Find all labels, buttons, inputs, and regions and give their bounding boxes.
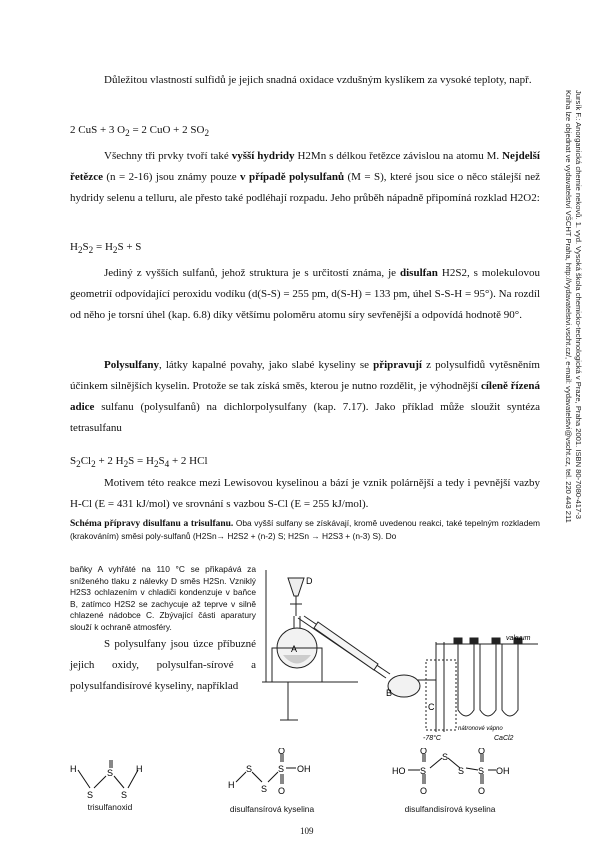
- text: , látky kapalné povahy, jako slabé kyseliny se: [159, 359, 374, 371]
- svg-text:S: S: [478, 766, 485, 776]
- label-d: D: [306, 576, 313, 586]
- apparatus-diagram: [258, 560, 540, 750]
- paragraph-3: [70, 263, 540, 326]
- side-citation: [563, 90, 583, 730]
- text: Všechny tři prvky tvoří také: [104, 150, 232, 162]
- text: sulfanu (polysulfanů) na dichlorpolysulfany (kap. 7.17). Jako příklad může sloužit syntéza tetrasulfanu: [70, 401, 540, 434]
- text: Jediný z vyšších sulfanů, jehož struktura je s určitostí známa, je: [104, 267, 400, 279]
- paragraph-6: S polysulfany jsou úzce příbuzné jejich oxidy, polysulfan-sírové a polysulfandisírové kyseliny, například: [70, 638, 256, 692]
- bold-term: vyšší hydridy: [231, 150, 295, 162]
- svg-text:S: S: [442, 752, 449, 762]
- figure-caption: [70, 518, 540, 542]
- svg-text:O: O: [478, 786, 486, 796]
- svg-text:H: H: [228, 780, 235, 790]
- svg-text:S: S: [246, 764, 253, 774]
- structure-disulfansirova: [224, 748, 334, 802]
- svg-text:S: S: [278, 764, 285, 774]
- bold-term: cíleně řízená adice: [70, 380, 540, 413]
- label-temp: -78°C: [423, 735, 441, 742]
- label-b: B: [386, 688, 393, 698]
- svg-text:S: S: [458, 766, 465, 776]
- structure-label-3: disulfandisírová kyselina: [404, 804, 496, 814]
- structure-label-1: trisulfanoxid: [87, 802, 133, 812]
- text: H2Mn s délkou řetězce závislou na atomu M.: [294, 150, 503, 162]
- svg-text:O: O: [278, 748, 286, 756]
- svg-text:OH: OH: [496, 766, 510, 776]
- paragraph-1: Důležitou vlastností sulfidů je jejich snadná oxidace vzdušným kyslíkem za vysoké teploty, např.: [104, 74, 532, 86]
- equation-3: $S_2Cl_2 + 2$ $H_2S = H_2S_4 + 2$ HCl: [70, 455, 208, 470]
- svg-text:S: S: [87, 790, 94, 800]
- label-cacl2: CaCl2: [494, 735, 514, 742]
- label-lime: nátronové vápno: [458, 726, 503, 732]
- equation-1: 2 CuS + 3 $O_2 = 2$ CuO + 2 $SO_2$: [70, 124, 210, 139]
- caption-title: Schéma přípravy disulfanu a trisulfanu.: [70, 519, 234, 529]
- paragraph-5: Motivem této reakce mezi Lewisovou kyselinou a bází je vznik polárnější a tedy i pevnější vazby H-Cl (E = 431 kJ/mol) ve srovnání s vazbou S-Cl (E = 255 kJ/mol).: [70, 477, 540, 510]
- svg-text:O: O: [278, 786, 286, 796]
- side-citation-line1: Jursík F.: Anorganická chemie nekovů. 1. vyd. Vysoká škola chemicko-technologická v Praze, Praha 2001. ISBN 80-7080-417-3: [574, 90, 583, 519]
- svg-text:S: S: [261, 784, 268, 794]
- structure-trisulfanoxid: [66, 758, 156, 802]
- label-a: A: [291, 644, 298, 654]
- text: (M = S), které jsou sice o něco stálejší než hydridy selenu a telluru, ale přesto také podléhají rozpadu. Jeho průběh nápadně připomíná rozklad H2O2:: [70, 171, 540, 204]
- caption-text: Oba vyšší sulfany se získávají, kromě uvedenou reakci, také tepelným rozkladem (krakováním) směsi poly-sulfanů (H2Sn→ H2S2 + (n-2) S; H2Sn → H2S3 + (n-3) S). Do: [70, 518, 540, 541]
- svg-text:H: H: [70, 764, 77, 774]
- text: (n = 2-16) jsou známy pouze: [102, 171, 241, 183]
- text: z polysulfidů vytěsněním účinkem silnějších kyselin. Protože se tak získá směs, kterou je nutno rozdělit, je výhodnější: [70, 359, 540, 392]
- structure-label-2: disulfansírová kyselina: [229, 804, 315, 814]
- label-vakuum: vakuum: [506, 635, 531, 642]
- svg-text:HO: HO: [392, 766, 406, 776]
- svg-text:H: H: [136, 764, 143, 774]
- svg-text:S: S: [420, 766, 427, 776]
- side-citation-line2: Kniha lze objednat ve vydavatelství VŠCHT Praha, http://vydavatelstvi.vscht.cz/, e-mail: vydavatelstvi@vscht.cz, tel. 220 443 211: [564, 90, 573, 523]
- bold-term: Polysulfany: [104, 359, 160, 371]
- figure-caption-continued: baňky A vyhřáté na 110 °C se přikapává za sníženého tlaku z nálevky D směs H2Sn. Vzniklý H2S3 ochlazením v chladiči kondenzuje v baňce B, zatímco H2S2 se zachycuje až teprve v silně chlazené nádobce C. Zbývající části aparatury slouží k ochraně atmosféry.: [70, 564, 256, 632]
- structure-disulfandisirova: [390, 748, 540, 802]
- label-c: C: [428, 702, 435, 712]
- paragraph-2: [70, 146, 540, 209]
- equation-2: $H_2S_2 = H_2S + S$: [70, 241, 142, 256]
- paragraph-4: [70, 355, 540, 439]
- text: H2S2, s molekulovou geometrií odpovídající peroxidu vodíku (d(S-S) = 255 pm, d(S-H) = 133 pm, úhel S-S-H = 95°). Na rozdíl od něho je torsní úhel (kap. 6.8) díky většímu poloměru atomu síry sevřenější a odpovídá hodnotě 90°.: [70, 267, 540, 321]
- svg-text:S: S: [121, 790, 128, 800]
- svg-text:OH: OH: [297, 764, 311, 774]
- page-number: 109: [300, 826, 314, 836]
- bold-term: v případě polysulfanů: [240, 171, 345, 183]
- bold-term: připravují: [373, 359, 422, 371]
- svg-text:O: O: [478, 748, 486, 756]
- bold-term: Nejdelší řetězce: [70, 150, 540, 183]
- svg-text:O: O: [420, 786, 428, 796]
- svg-text:S: S: [107, 768, 114, 778]
- bold-term: disulfan: [400, 267, 438, 279]
- svg-text:O: O: [420, 748, 428, 756]
